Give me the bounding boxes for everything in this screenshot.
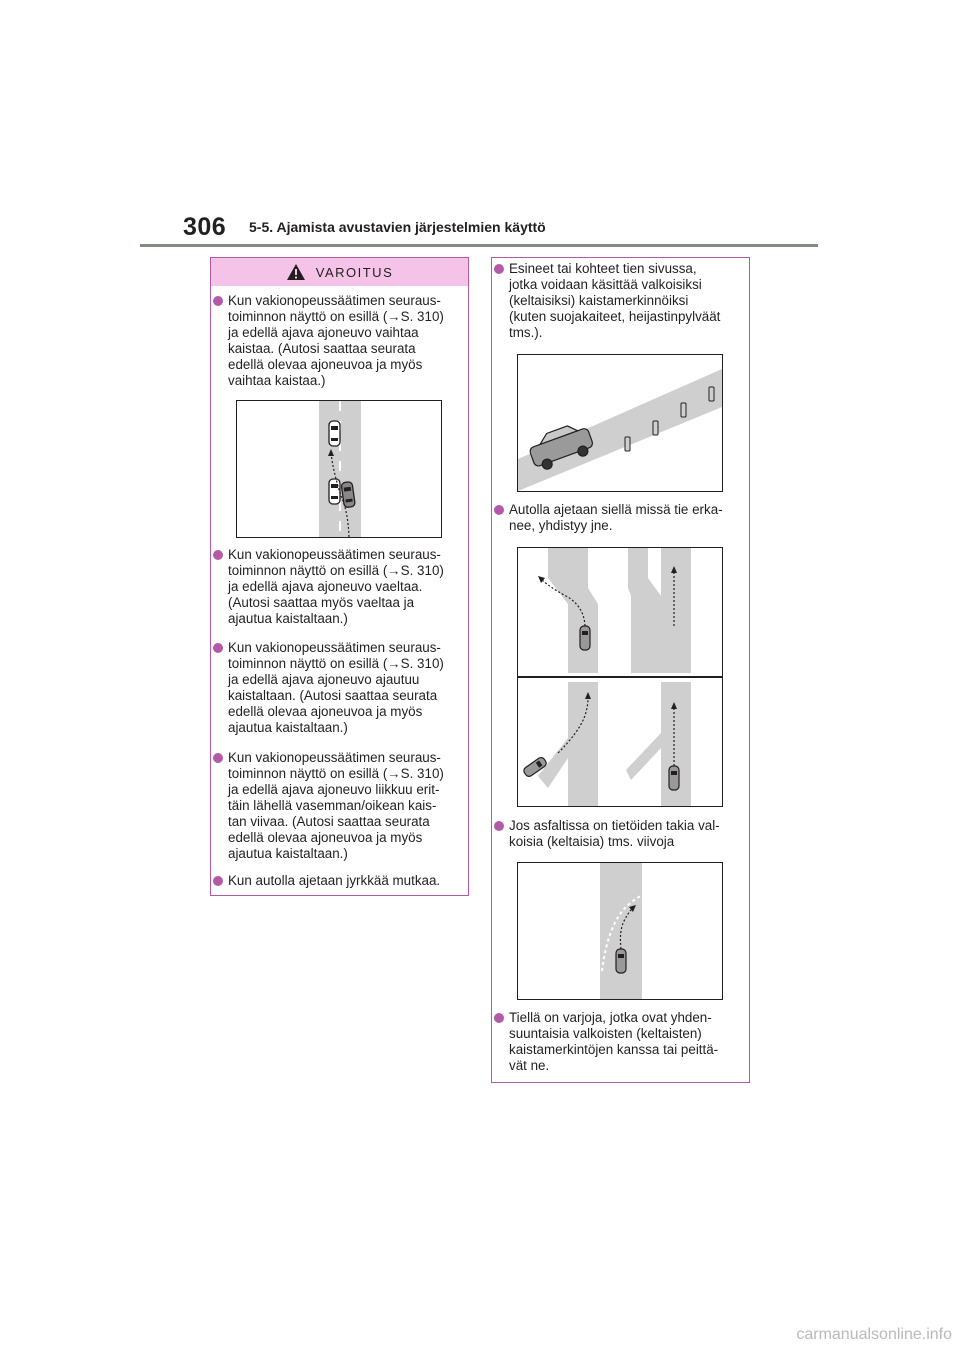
- warning-triangle-icon: [286, 263, 306, 281]
- bullet-dot-icon: [494, 264, 504, 274]
- illustration-road-markings: [517, 862, 723, 1000]
- warning-item-text: Kun vakionopeussäätimen seuraus- toiminnon näyttö on esillä (→S. 310) ja edellä ajava ajoneuvo ajautuu kaistaltaan. (Autosi saattaa seurata edellä olevaa ajoneuvoa ja myös ajautua kaistaltaan.): [228, 640, 444, 735]
- warning-item-text: Kun vakionopeussäätimen seuraus- toiminnon näyttö on esillä (→S. 310) ja edellä ajava ajoneuvo liikkuu erit- täin lähellä vasemman/oikean kais- tan viivaa. (Autosi saattaa seurata edellä olevaa ajoneuvoa ja myös ajautua kaistaltaan.): [228, 750, 444, 861]
- bullet-dot-icon: [494, 1013, 504, 1023]
- warning-title: VAROITUS: [315, 264, 394, 280]
- bullet-dot-icon: [213, 643, 223, 653]
- bullet-dot-icon: [213, 753, 223, 763]
- right-item-text: Jos asfaltissa on tietöiden takia val- koisia (keltaisia) tms. viivoja: [509, 818, 720, 849]
- illustration-fork-merge: [517, 547, 723, 807]
- warning-header: [211, 258, 468, 286]
- page-number: 306: [183, 213, 227, 241]
- warning-item-text: Kun vakionopeussäätimen seuraus- toiminnon näyttö on esillä (→S. 310) ja edellä ajava ajoneuvo vaeltaa. (Autosi saattaa myös vaeltaa ja ajautua kaistaltaan.): [228, 547, 444, 626]
- illustration-lane-change: [236, 400, 442, 538]
- warning-item: [213, 547, 468, 627]
- right-item-text: Autolla ajetaan siellä missä tie erka- nee, yhdistyy jne.: [509, 502, 723, 533]
- warning-item-text: Kun autolla ajetaan jyrkkää mutkaa.: [228, 873, 441, 888]
- bullet-dot-icon: [494, 505, 504, 515]
- footer-watermark: carmanualsonline.info: [796, 1326, 952, 1343]
- warning-item: [213, 640, 468, 736]
- right-item: [494, 1010, 748, 1074]
- warning-item: [213, 750, 468, 862]
- bullet-dot-icon: [213, 296, 223, 306]
- bullet-dot-icon: [213, 876, 223, 886]
- right-item: [494, 818, 748, 850]
- section-title: 5-5. Ajamista avustavien järjestelmien käyttö: [249, 219, 546, 235]
- right-item-text: Esineet tai kohteet tien sivussa, jotka voidaan käsittää valkoisiksi (keltaisiksi) kaistamerkinnöiksi (kuten suojakaiteet, heijastinpylväät tms.).: [509, 261, 721, 340]
- warning-item: [213, 293, 468, 389]
- right-item: [494, 502, 748, 534]
- warning-item: [213, 873, 468, 889]
- bullet-dot-icon: [494, 821, 504, 831]
- bullet-dot-icon: [213, 550, 223, 560]
- illustration-roadside-objects: [517, 354, 723, 492]
- right-item: [494, 261, 748, 341]
- warning-item-text: Kun vakionopeussäätimen seuraus- toiminnon näyttö on esillä (→S. 310) ja edellä ajava ajoneuvo vaihtaa kaistaa. (Autosi saattaa seurata edellä olevaa ajoneuvoa ja myös vaihtaa kaistaa.): [228, 293, 444, 388]
- right-item-text: Tiellä on varjoja, jotka ovat yhden- suuntaisia valkoisten (keltaisten) kaistamerkintöjen kanssa tai peittä- vät ne.: [509, 1010, 719, 1073]
- header-rule: [140, 244, 818, 247]
